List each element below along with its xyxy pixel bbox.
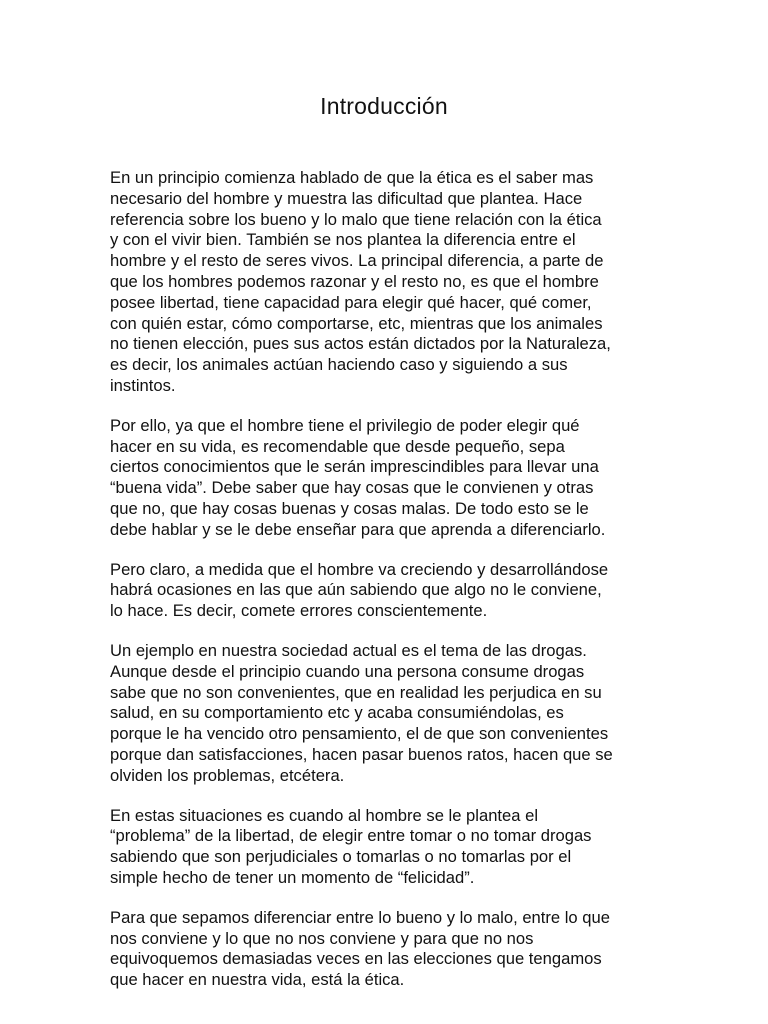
text-line: es decir, los animales actúan haciendo caso y siguiendo a sus <box>110 355 568 375</box>
text-line: que los hombres podemos razonar y el resto no, es que el hombre <box>110 271 599 291</box>
text-line: olviden los problemas, etcétera. <box>110 765 345 785</box>
text-line: Para que sepamos diferenciar entre lo bueno y lo malo, entre lo que <box>110 907 610 927</box>
paragraph <box>110 641 670 787</box>
text-line: lo hace. Es decir, comete errores conscientemente. <box>110 601 488 621</box>
text-line: habrá ocasiones en las que aún sabiendo que algo no le conviene, <box>110 580 602 600</box>
paragraph <box>110 168 670 397</box>
page-title: Introducción <box>320 93 448 119</box>
text-line: ciertos conocimientos que le serán imprescindibles para llevar una <box>110 457 599 477</box>
text-line: que hacer en nuestra vida, está la ética. <box>110 970 405 990</box>
text-line: sabiendo que son perjudiciales o tomarlas o no tomarlas por el <box>110 847 572 867</box>
text-line: “buena vida”. Debe saber que hay cosas que le convienen y otras <box>110 478 594 498</box>
text-line: En estas situaciones es cuando al hombre se le plantea el <box>110 805 539 825</box>
text-line: equivoquemos demasiadas veces en las elecciones que tengamos <box>110 949 602 969</box>
text-line: porque dan satisfacciones, hacen pasar buenos ratos, hacen que se <box>110 744 613 764</box>
text-line: sabe que no son convenientes, que en realidad les perjudica en su <box>110 682 602 702</box>
text-line: que no, que hay cosas buenas y cosas malas. De todo esto se le <box>110 498 589 518</box>
text-line: “problema” de la libertad, de elegir entre tomar o no tomar drogas <box>110 826 592 846</box>
document-body <box>110 168 670 1010</box>
text-line: Un ejemplo en nuestra sociedad actual es el tema de las drogas. <box>110 640 587 660</box>
text-line: necesario del hombre y muestra las dificultad que plantea. Hace <box>110 188 583 208</box>
text-line: Por ello, ya que el hombre tiene el privilegio de poder elegir qué <box>110 415 580 435</box>
paragraph <box>110 908 670 991</box>
text-line: con quién estar, cómo comportarse, etc, mientras que los animales <box>110 313 603 333</box>
text-line: porque le ha vencido otro pensamiento, el de que son convenientes <box>110 724 609 744</box>
text-line: no tienen elección, pues sus actos están dictados por la Naturaleza, <box>110 334 611 354</box>
text-line: posee libertad, tiene capacidad para elegir qué hacer, qué comer, <box>110 292 592 312</box>
text-line: En un principio comienza hablado de que la ética es el saber mas <box>110 168 594 187</box>
text-line: debe hablar y se le debe enseñar para que aprenda a diferenciarlo. <box>110 519 606 539</box>
text-line: y con el vivir bien. También se nos plantea la diferencia entre el <box>110 230 576 250</box>
text-line: instintos. <box>110 375 176 395</box>
paragraph <box>110 806 670 889</box>
paragraph <box>110 416 670 541</box>
paragraph <box>110 560 670 622</box>
text-line: simple hecho de tener un momento de “felicidad”. <box>110 867 475 887</box>
text-line: Aunque desde el principio cuando una persona consume drogas <box>110 661 585 681</box>
text-line: referencia sobre los bueno y lo malo que tiene relación con la ética <box>110 209 602 229</box>
text-line: nos conviene y lo que no nos conviene y para que no nos <box>110 928 534 948</box>
text-line: hombre y el resto de seres vivos. La principal diferencia, a parte de <box>110 251 604 271</box>
text-line: salud, en su comportamiento etc y acaba consumiéndolas, es <box>110 703 564 723</box>
text-line: hacer en su vida, es recomendable que desde pequeño, sepa <box>110 436 565 456</box>
text-line: Pero claro, a medida que el hombre va creciendo y desarrollándose <box>110 559 609 579</box>
